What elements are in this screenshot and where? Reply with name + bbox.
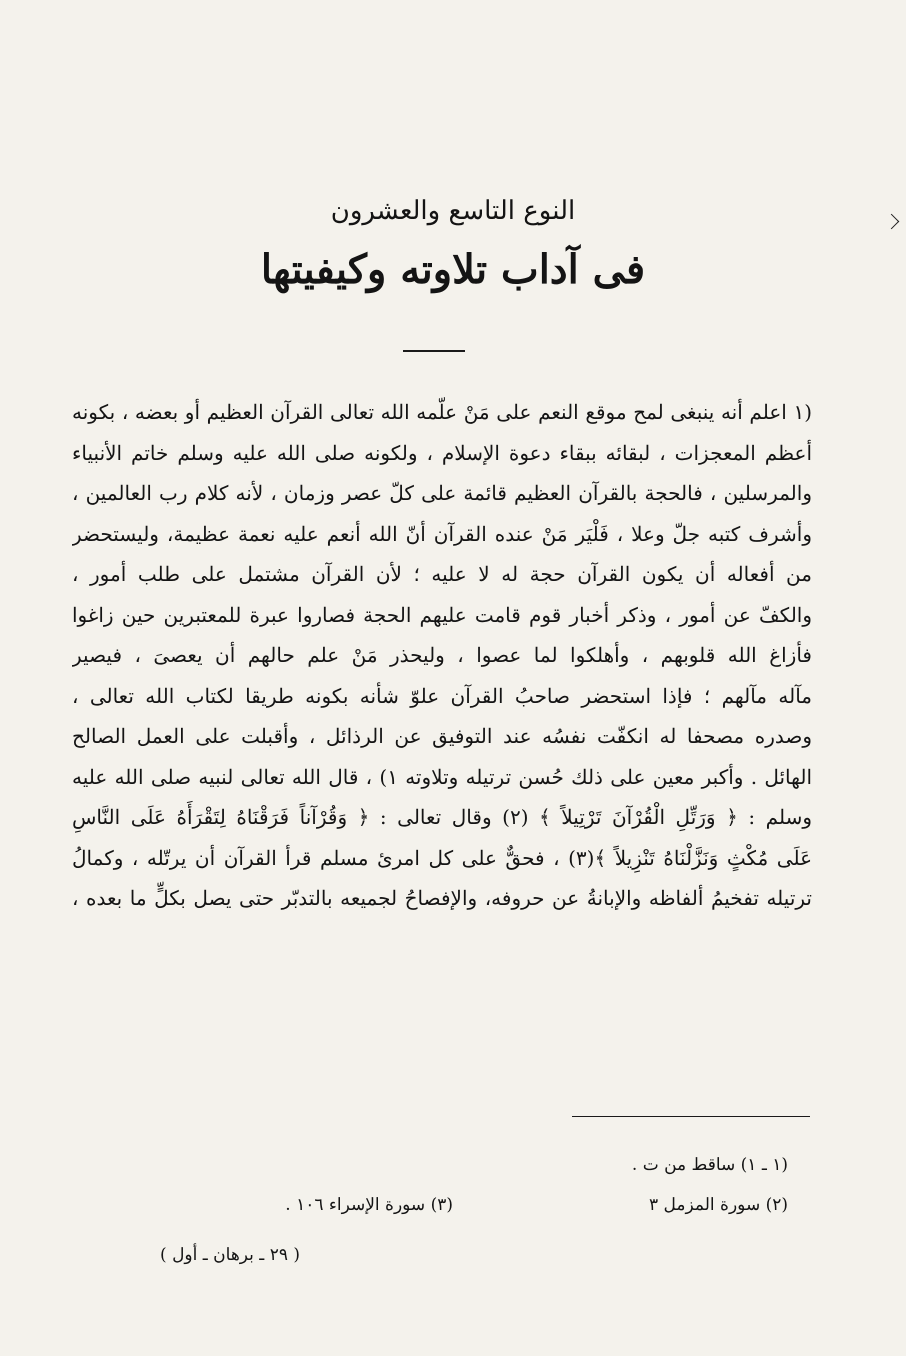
text-line: أعظم المعجزات ، لبقائه ببقاء دعوة الإسلام ، ولكونه صلى الله عليه وسلم خاتم الأنبياء xyxy=(72,440,812,465)
main-text xyxy=(72,392,812,919)
footnote-3: (٣) سورة الإسراء ١٠٦ . xyxy=(285,1195,453,1215)
title-divider xyxy=(403,350,465,352)
text-line: (١ اعلم أنه ينبغى لمح موقع النعم على مَنْ علّمه الله تعالى القرآن العظيم أو بعضه ، بكونه xyxy=(72,400,812,424)
text-line: من أفعاله أن يكون القرآن حجة له لا عليه ؛ لأن القرآن مشتمل على طلب أمور ، xyxy=(72,562,812,586)
printer-signature: ( ٢٩ ـ برهان ـ أول ) xyxy=(160,1245,300,1265)
text-line: وأشرف كتبه جلّ وعلا ، فَلْيَر مَنْ عنده القرآن أنّ الله أنعم عليه نعمة عظيمة، وليستحضر xyxy=(72,521,812,546)
text-line: وسلم : ﴿ وَرَتِّلِ الْقُرْآنَ تَرْتِيلاً ﴾ (٢) وقال تعالى : ﴿ وَقُرْآناً فَرَقْنَاهُ لِتَقْرَأَهُ عَلَى النَّاسِ xyxy=(72,805,812,829)
text-line: والكفّ عن أمور ، وذكر أخبار قوم قامت عليهم الحجة فصاروا عبرة للمعتبرين حين زاغوا xyxy=(72,602,812,627)
text-line: فأزاغ الله قلوبهم ، وأهلكوا لما عصوا ، وليحذر مَنْ علم حالهم أن يعصىَ ، فيصير xyxy=(72,643,812,667)
text-line: ترتيله تفخيمُ ألفاظه والإبانةُ عن حروفه، والإفصاحُ لجميعه بالتدبّر حتى يصل بكلٍّ ما بعده ، xyxy=(72,886,812,910)
footnote-1: (١ ـ ١) ساقط من ت . xyxy=(631,1155,788,1175)
text-line: مآله مآلهم ؛ فإذا استحضر صاحبُ القرآن علوّ شأنه بكونه طريقا لكتاب الله تعالى ، xyxy=(72,683,812,708)
chapter-title: النوع التاسع والعشرون xyxy=(330,196,576,226)
footnote-divider xyxy=(572,1116,810,1117)
text-line: الهائل . وأكبر معين على ذلك حُسن ترتيله وتلاوته ١) ، قال الله تعالى لنبيه صلى الله عليه xyxy=(72,764,812,789)
footnote-2: (٢) سورة المزمل ٣ xyxy=(649,1195,788,1215)
chapter-subtitle: فى آداب تلاوته وكيفيتها xyxy=(260,246,646,293)
text-line: وصدره مصحفا له انكفّت نفسُه عند التوفيق عن الرذائل ، وأقبلت على العمل الصالح xyxy=(72,724,812,748)
text-line: عَلَى مُكْثٍ وَنَزَّلْنَاهُ تَنْزِيلاً ﴾(٣) ، فحقٌّ على كل امرئ مسلم قرأ القرآن أن يرتّله ، وكمالُ xyxy=(72,845,812,870)
text-line: والمرسلين ، فالحجة بالقرآن العظيم قائمة على كلّ عصر وزمان ، لأنه كلام رب العالمين ، xyxy=(72,481,812,505)
